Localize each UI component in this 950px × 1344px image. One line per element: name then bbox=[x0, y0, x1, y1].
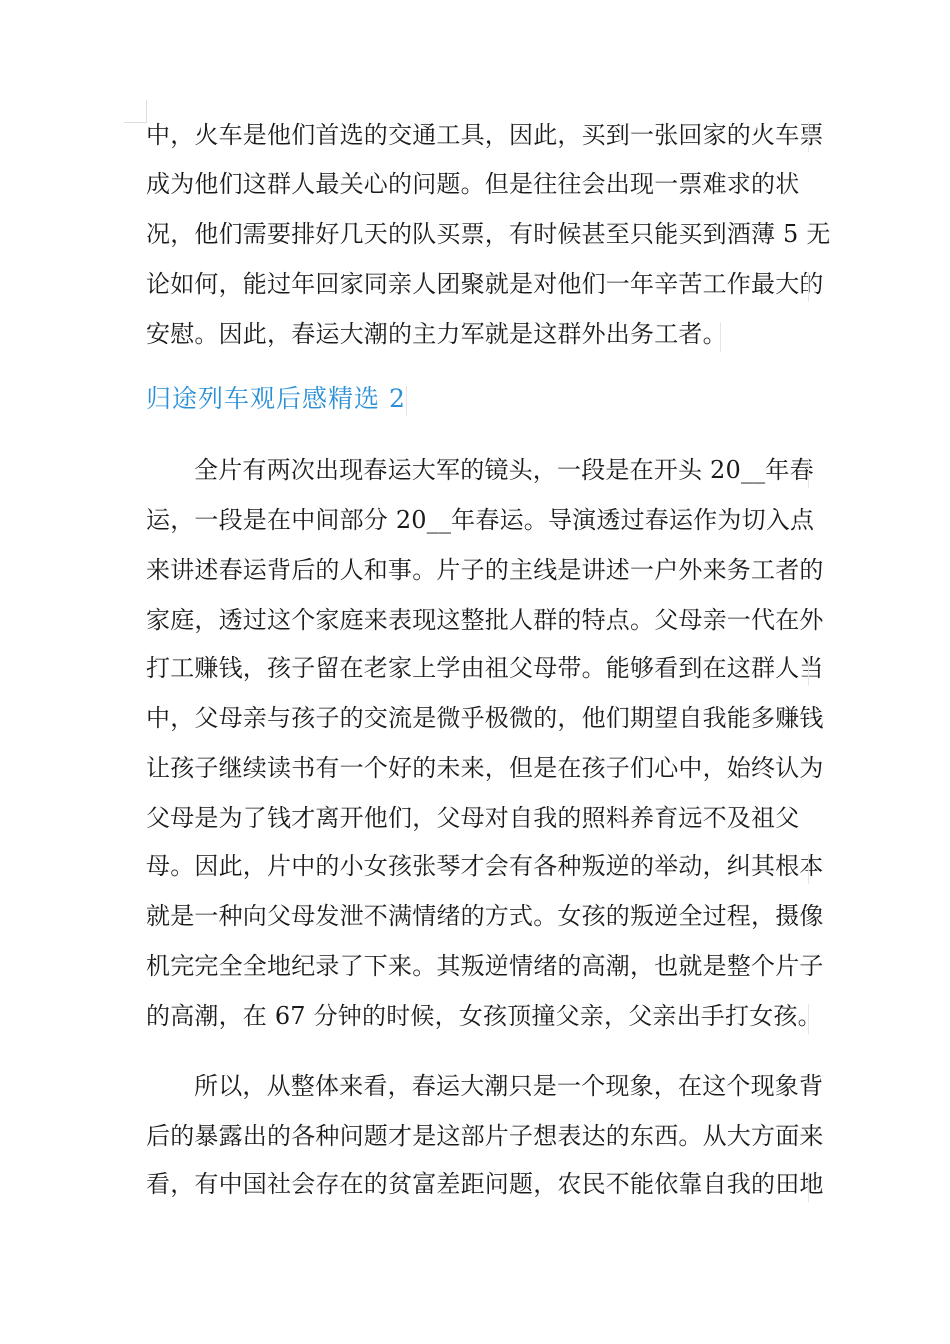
paragraph-line: 运，一段是在中间部分 20__年春运。导演透过春运作为切入点 bbox=[146, 506, 815, 534]
paragraph-line: 成为他们这群人最关心的问题。但是往往会出现一票难求的状 bbox=[146, 170, 800, 198]
line-end-mark bbox=[406, 386, 407, 416]
paragraph-line: 母。因此，片中的小女孩张琴才会有各种叛逆的举动，纠其根本 bbox=[146, 852, 824, 880]
line-end-mark bbox=[808, 272, 809, 302]
paragraph-line: 后的暴露出的各种问题才是这部片子想表达的东西。从大方面来 bbox=[146, 1122, 824, 1150]
paragraph-line: 中，父母亲与孩子的交流是微乎极微的，他们期望自我能多赚钱 bbox=[146, 704, 824, 732]
paragraph-line: 打工赚钱，孩子留在老家上学由祖父母带。能够看到在这群人当 bbox=[146, 654, 824, 682]
line-end-mark bbox=[808, 656, 809, 686]
line-end-mark bbox=[720, 322, 721, 352]
margin-corner-mark bbox=[124, 100, 147, 123]
paragraph-line: 全片有两次出现春运大军的镜头，一段是在开头 20__年春 bbox=[194, 456, 814, 484]
paragraph-line: 来讲述春运背后的人和事。片子的主线是讲述一户外来务工者的 bbox=[146, 556, 824, 584]
line-end-mark bbox=[808, 854, 809, 884]
paragraph-line: 的高潮，在 67 分钟的时候，女孩顶撞父亲，父亲出手打女孩。 bbox=[146, 1002, 822, 1030]
paragraph-line: 所以，从整体来看，春运大潮只是一个现象，在这个现象背 bbox=[194, 1072, 824, 1100]
paragraph-line: 论如何，能过年回家同亲人团聚就是对他们一年辛苦工作最大的 bbox=[146, 270, 824, 298]
line-end-mark bbox=[808, 1172, 809, 1202]
paragraph-line: 看，有中国社会存在的贫富差距问题，农民不能依靠自我的田地 bbox=[146, 1170, 824, 1198]
paragraph-line: 中，火车是他们首选的交通工具，因此，买到一张回家的火车票 bbox=[146, 121, 824, 149]
paragraph-line: 家庭，透过这个家庭来表现这整批人群的特点。父母亲一代在外 bbox=[146, 606, 824, 634]
paragraph-line: 就是一种向父母发泄不满情绪的方式。女孩的叛逆全过程，摄像 bbox=[146, 902, 824, 930]
line-end-mark bbox=[808, 1004, 809, 1034]
section-heading: 归途列车观后感精选 2 bbox=[146, 384, 406, 413]
paragraph-line: 父母是为了钱才离开他们，父母对自我的照料养育远不及祖父 bbox=[146, 804, 800, 832]
paragraph-line: 况，他们需要排好几天的队买票，有时候甚至只能买到酒薄 5 无 bbox=[146, 220, 831, 248]
paragraph-line: 让孩子继续读书有一个好的未来，但是在孩子们心中，始终认为 bbox=[146, 754, 824, 782]
paragraph-line: 机完完全全地纪录了下来。其叛逆情绪的高潮，也就是整个片子 bbox=[146, 952, 824, 980]
line-end-mark bbox=[808, 122, 809, 152]
paragraph-line: 安慰。因此，春运大潮的主力军就是这群外出务工者。 bbox=[146, 320, 727, 348]
line-end-mark bbox=[808, 458, 809, 488]
